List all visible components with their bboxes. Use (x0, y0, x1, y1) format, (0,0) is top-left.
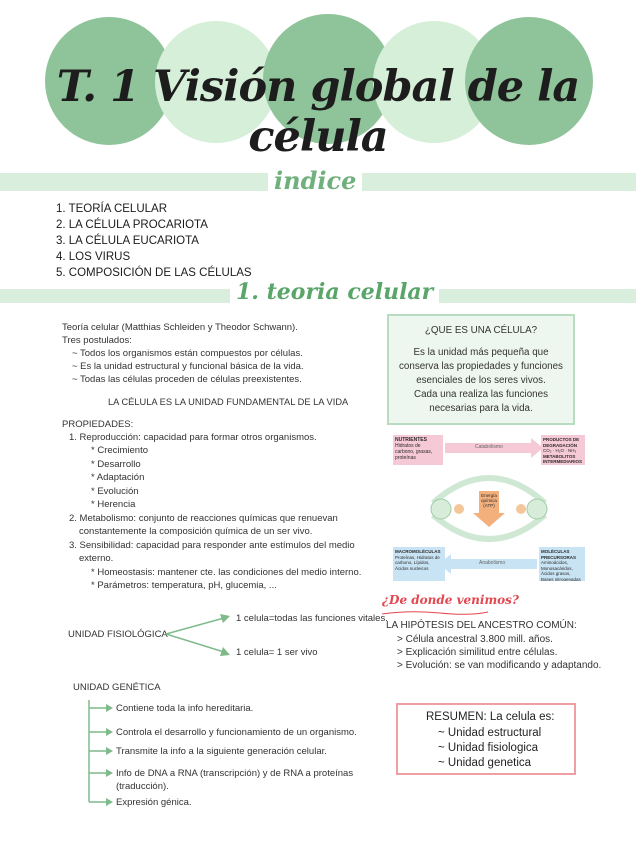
postulados-title: Tres postulados: (62, 335, 132, 346)
origen-title: LA HIPÓTESIS DEL ANCESTRO COMÚN: (386, 620, 577, 631)
table-of-contents (56, 201, 252, 281)
resumen-item: ~ Unidad fisiologica (438, 742, 539, 754)
genetica-item: Controla el desarrollo y funcionamiento de un organismo. (116, 727, 357, 738)
origen-item: > Explicación similitud entre células. (397, 647, 558, 658)
propiedades-title: PROPIEDADES: (62, 419, 134, 430)
sensibilidad-item: * Parámetros: temperatura, pH, glucemia, ... (91, 580, 277, 591)
origen-item: > Célula ancestral 3.800 mill. años. (397, 634, 553, 645)
nutrientes-label: NUTRIENTES (395, 437, 427, 443)
sensibilidad-item: * Homeostasis: mantener cte. las condiciones del medio interno. (91, 567, 362, 578)
precursoras-sub: Aminoácidos, Monosacáridos, Ácidos grasos, Bases nitrogenadas (541, 560, 581, 581)
que-es-line: Es la unidad más pequeña que (413, 347, 549, 358)
que-es-celula-box (387, 314, 575, 425)
toc-item[interactable]: 5. COMPOSICIÓN DE LAS CÉLULAS (56, 267, 252, 279)
property-reproduccion: 1. Reproducción: capacidad para formar otros organismos. (69, 432, 317, 443)
origen-underline (380, 609, 490, 617)
anabolismo-label: Anabolismo (479, 560, 506, 566)
property-metabolismo: 2. Metabolismo: conjunto de reacciones químicas que renuevan (69, 513, 338, 524)
genetica-item: Expresión génica. (116, 797, 192, 808)
nutrientes-box (393, 435, 443, 465)
property-sensibilidad-cont: externo. (79, 553, 114, 564)
que-es-line: conserva las propiedades y funciones (399, 361, 563, 372)
resumen-box (396, 703, 576, 775)
postulado-item: ~ Todas las células proceden de células preexistentes. (72, 374, 302, 385)
macromoleculas-sub: Proteínas, Hidratos de carbono, Lípidos, Ácidos nucleicos (395, 554, 440, 571)
nutrientes-sub: Hidratos de carbono, grasas, proteínas (395, 443, 433, 461)
toc-item[interactable]: 1. TEORÍA CELULAR (56, 203, 167, 215)
genetica-item: Transmite la info a la siguiente generación celular. (116, 746, 327, 757)
que-es-line: esenciales de los seres vivos. (416, 375, 546, 386)
reproduction-item: * Crecimiento (91, 445, 149, 456)
resumen-item: ~ Unidad estructural (438, 727, 542, 739)
fisiologica-branch-arrows (164, 612, 234, 660)
toc-item[interactable]: 2. LA CÉLULA PROCARIOTA (56, 219, 208, 231)
energia-label: Energía química (ATP) (481, 493, 497, 508)
unidad-fisiologica-label: UNIDAD FISIOLÓGICA (68, 629, 168, 640)
reproduction-item: * Adaptación (91, 472, 145, 483)
toc-item[interactable]: 3. LA CÉLULA EUCARIOTA (56, 235, 199, 247)
genetica-item-cont: (traducción). (116, 781, 169, 792)
section1-label: 1. teoria celular (230, 279, 439, 305)
postulado-item: ~ Es la unidad estructural y funcional básica de la vida. (72, 361, 304, 372)
property-sensibilidad: 3. Sensibilidad: capacidad para responder ante estímulos del medio (69, 540, 355, 551)
macromoleculas-label: MACROMOLÉCULAS (395, 549, 441, 554)
resumen-item: ~ Unidad genetica (438, 757, 532, 769)
genetica-item: Info de DNA a RNA (transcripción) y de RNA a proteínas (116, 768, 354, 779)
resumen-title: RESUMEN: La celula es: (426, 711, 555, 723)
catabolismo-label: Catabolismo (475, 444, 503, 450)
reproduction-item: * Evolución (91, 486, 139, 497)
unidad-genetica-label: UNIDAD GENÉTICA (73, 682, 161, 693)
page-title: T. 1 Visión global de la célula (56, 62, 580, 162)
fisiologica-branch-2: 1 celula= 1 ser vivo (236, 647, 318, 658)
que-es-line: necesarias para la vida. (429, 403, 533, 414)
fisiologica-branch-1: 1 celula=todas las funciones vitales. (236, 613, 388, 624)
postulado-item: ~ Todos los organismos están compuestos por células. (72, 348, 303, 359)
que-es-title: ¿QUE ES UNA CÉLULA? (424, 325, 538, 336)
precursoras-box (539, 547, 585, 581)
theory-intro: Teoría celular (Matthias Schleiden y Theodor Schwann). (62, 322, 298, 333)
toc-item[interactable]: 4. LOS VIRUS (56, 251, 131, 263)
reproduction-item: * Herencia (91, 499, 136, 510)
metabolism-diagram (393, 433, 585, 583)
genetica-tree-arrows (86, 696, 116, 808)
headline: LA CÉLULA ES LA UNIDAD FUNDAMENTAL DE LA VIDA (108, 397, 349, 407)
macromoleculas-box (393, 547, 445, 581)
precursoras-label: MOLÉCULAS PRECURSORAS (541, 549, 577, 560)
origen-item: > Evolución: se van modificando y adaptando. (397, 660, 602, 671)
productos-label: PRODUCTOS DE DEGRADACIÓN (543, 437, 580, 448)
property-metabolismo-cont: constantemente la composición química de un ser vivo. (79, 526, 313, 537)
reproduction-item: * Desarrollo (91, 459, 141, 470)
productos-box (541, 435, 585, 465)
metabolitos-label: METABOLITOS INTERMEDIARIOS (543, 453, 583, 464)
que-es-line: Cada una realiza las funciones (414, 389, 548, 400)
index-label: indice (268, 166, 362, 195)
genetica-item: Contiene toda la info hereditaria. (116, 703, 254, 714)
productos-sub: CO₂ · H₂O · NH₃ (543, 448, 577, 453)
origen-question: ¿De donde venimos? (382, 593, 519, 607)
